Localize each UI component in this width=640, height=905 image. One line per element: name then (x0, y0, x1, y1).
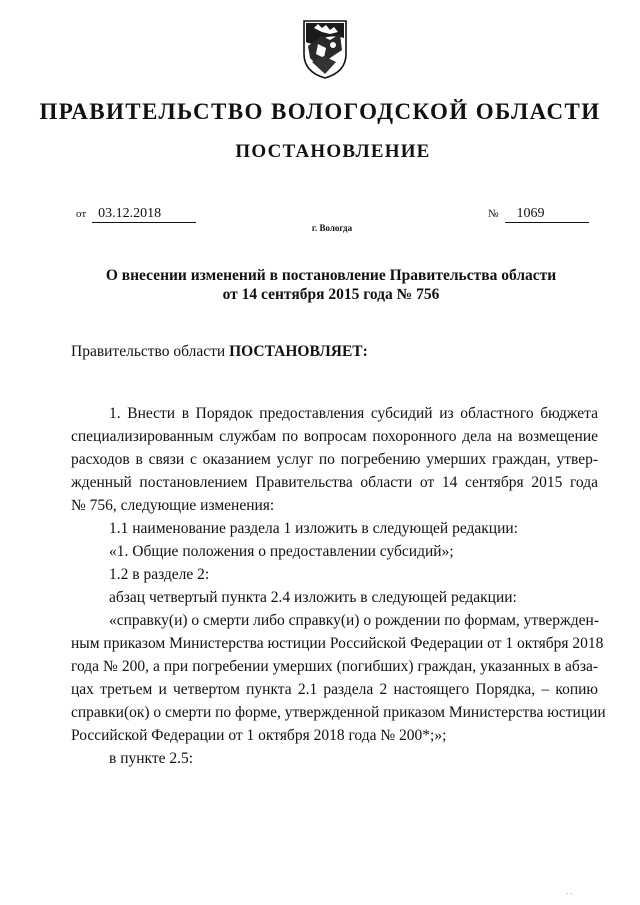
paragraph-1-line-4: жденный постановлением Правительства области от 14 сентября 2015 года (71, 474, 598, 491)
paragraph-6-line-4: цах третьем и четвертом пункта 2.1 раздела 2 настоящего Порядка, – копию (71, 681, 598, 698)
document-number (488, 206, 589, 223)
document-body (71, 402, 606, 770)
paragraph-6-line-3: года № 200, а при погребении умерших (погибших) граждан, указанных в абза- (71, 658, 598, 675)
document-subject (0, 266, 640, 304)
date-value: 03.12.2018 (92, 206, 196, 223)
paragraph-6-line-5: справки(ок) о смерти по форме, утвержденной приказом Министерства юстиции (71, 704, 606, 721)
paragraph-6-line-2: ным приказом Министерства юстиции Российской Федерации от 1 октября 2018 (71, 635, 604, 652)
decree-statement (71, 342, 368, 362)
subject-line-1: О внесении изменений в постановление Правительства области (105, 267, 557, 284)
paragraph-1-line-2: специализированным службам по вопросам похоронного дела на возмещение (71, 428, 598, 445)
document-type-heading: ПОСТАНОВЛЕНИЕ (235, 141, 431, 162)
paragraph-6-line-1: «справку(и) о смерти либо справку(и) о рождении по формам, утвержден- (109, 612, 599, 629)
number-label: № (488, 208, 499, 220)
paragraph-4: 1.2 в разделе 2: (109, 566, 210, 583)
city-name: г. Вологда (311, 223, 353, 233)
number-value: 1069 (505, 206, 589, 223)
date-label: от (76, 208, 87, 220)
paragraph-1-line-1: 1. Внести в Порядок предоставления субсидий из областного бюджета (109, 405, 598, 422)
document-date (76, 206, 196, 223)
decree-prefix: Правительство области (71, 343, 226, 360)
decree-verb: ПОСТАНОВЛЯЕТ: (229, 343, 368, 360)
paragraph-1-line-3: расходов в связи с оказанием услуг по погребению умерших граждан, утвер- (71, 451, 598, 468)
paragraph-6-line-6: Российской Федерации от 1 октября 2018 года № 200*;»; (71, 727, 447, 744)
paragraph-5: абзац четвертый пункта 2.4 изложить в следующей редакции: (109, 589, 517, 606)
paragraph-2: 1.1 наименование раздела 1 изложить в следующей редакции: (109, 520, 518, 537)
paragraph-1-line-5: № 756, следующие изменения: (71, 497, 275, 514)
page-footer-mark: · · (566, 890, 573, 898)
vologda-coat-of-arms-icon (300, 18, 350, 80)
subject-line-2: от 14 сентября 2015 года № 756 (222, 286, 440, 303)
paragraph-3: «1. Общие положения о предоставлении субсидий»; (109, 543, 454, 560)
paragraph-7: в пункте 2.5: (109, 750, 194, 767)
organization-title: ПРАВИТЕЛЬСТВО ВОЛОГОДСКОЙ ОБЛАСТИ (39, 99, 601, 124)
